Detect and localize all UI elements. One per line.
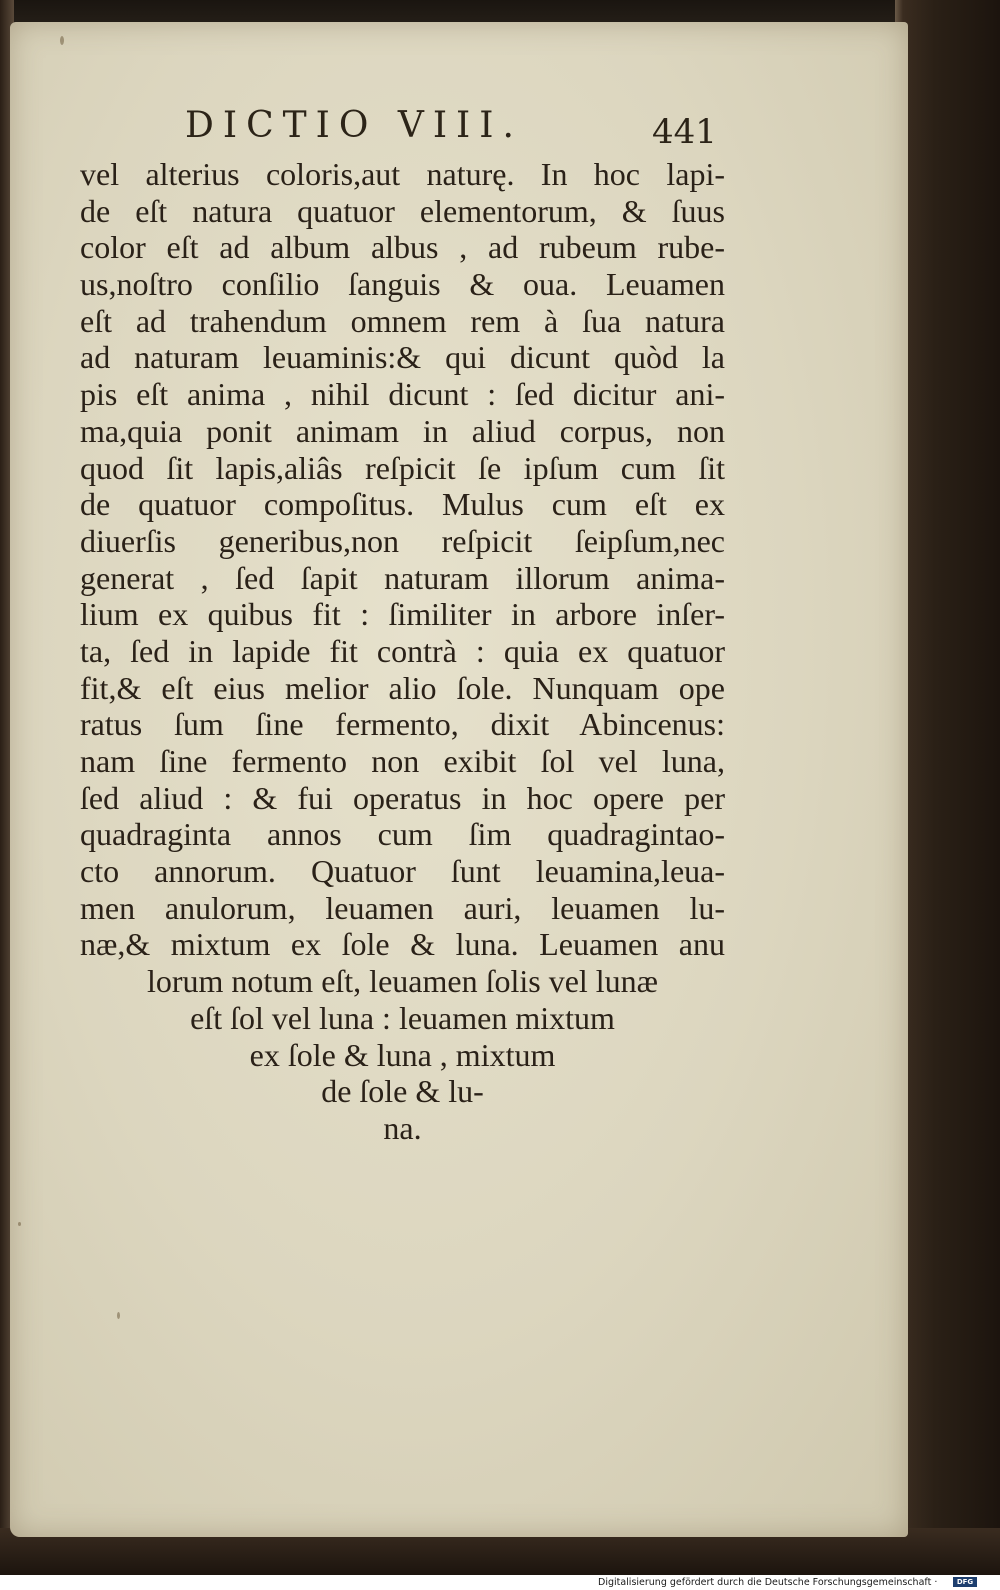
text-line: diuerſis generibus,non reſpicit ſeipſum,nec bbox=[80, 522, 725, 559]
funding-credit: Digitalisierung gefördert durch die Deutsche Forschungsgemeinschaft · bbox=[598, 1577, 938, 1588]
text-line: pis eſt anima , nihil dicunt : ſed dicitur ani- bbox=[80, 376, 725, 413]
text-line-tapered: ex ſole & luna , mixtum bbox=[249, 1036, 556, 1073]
dfg-logo: DFG bbox=[953, 1577, 977, 1587]
text-line: quod ſit lapis,aliâs reſpicit ſe ipſum cum ſit bbox=[80, 449, 725, 486]
paper-stain bbox=[18, 1222, 21, 1226]
text-line: ratus ſum ſine fermento, dixit Abincenus: bbox=[80, 706, 725, 743]
text-line: cto annorum. Quatuor ſunt leuamina,leua- bbox=[80, 853, 725, 890]
text-line: quadraginta annos cum ſim quadragintao- bbox=[80, 816, 725, 853]
book-edge-right bbox=[895, 0, 1000, 1575]
text-line: vel alterius coloris,aut naturę. In hoc lapi- bbox=[80, 156, 725, 192]
text-line: ma,quia ponit animam in aliud corpus, non bbox=[80, 412, 725, 449]
text-line-tapered: lorum notum eſt, leuamen ſolis vel lunæ bbox=[146, 963, 659, 1000]
text-line: lium ex quibus fit : ſimiliter in arbore inſer- bbox=[80, 596, 725, 633]
text-line: generat , ſed ſapit naturam illorum anima- bbox=[80, 559, 725, 596]
text-line: eſt ad trahendum omnem rem à ſua natura bbox=[80, 302, 725, 339]
paper-stain bbox=[60, 36, 64, 45]
text-line: ſed aliud : & fui operatus in hoc opere per bbox=[80, 779, 725, 816]
text-line-tapered: na. bbox=[383, 1109, 422, 1146]
running-head: DICTIO VIII. bbox=[185, 105, 523, 146]
text-line: color eſt ad album albus , ad rubeum rube- bbox=[80, 229, 725, 266]
text-line: de eſt natura quatuor elementorum, & ſuus bbox=[80, 192, 725, 229]
text-line-tapered: de ſole & lu- bbox=[321, 1073, 484, 1110]
text-line: fit,& eſt eius melior alio ſole. Nunquam ope bbox=[80, 669, 725, 706]
paper-stain bbox=[117, 1312, 120, 1319]
text-line-tapered: eſt ſol vel luna : leuamen mixtum bbox=[190, 999, 615, 1036]
page-number: 441 bbox=[652, 112, 717, 152]
text-line: us,noſtro conſilio ſanguis & oua. Leuamen bbox=[80, 266, 725, 303]
text-line: men anulorum, leuamen auri, leuamen lu- bbox=[80, 889, 725, 926]
text-line: nam ſine fermento non exibit ſol vel luna, bbox=[80, 743, 725, 779]
text-line: næ,& mixtum ex ſole & luna. Leuamen anu bbox=[80, 926, 725, 963]
text-line: ta, ſed in lapide fit contrà : quia ex quatuor bbox=[80, 632, 725, 669]
text-line: de quatuor compoſitus. Mulus cum eſt ex bbox=[80, 486, 725, 523]
body-text bbox=[80, 156, 725, 1147]
text-line: ad naturam leuaminis:& qui dicunt quòd la bbox=[80, 339, 725, 376]
